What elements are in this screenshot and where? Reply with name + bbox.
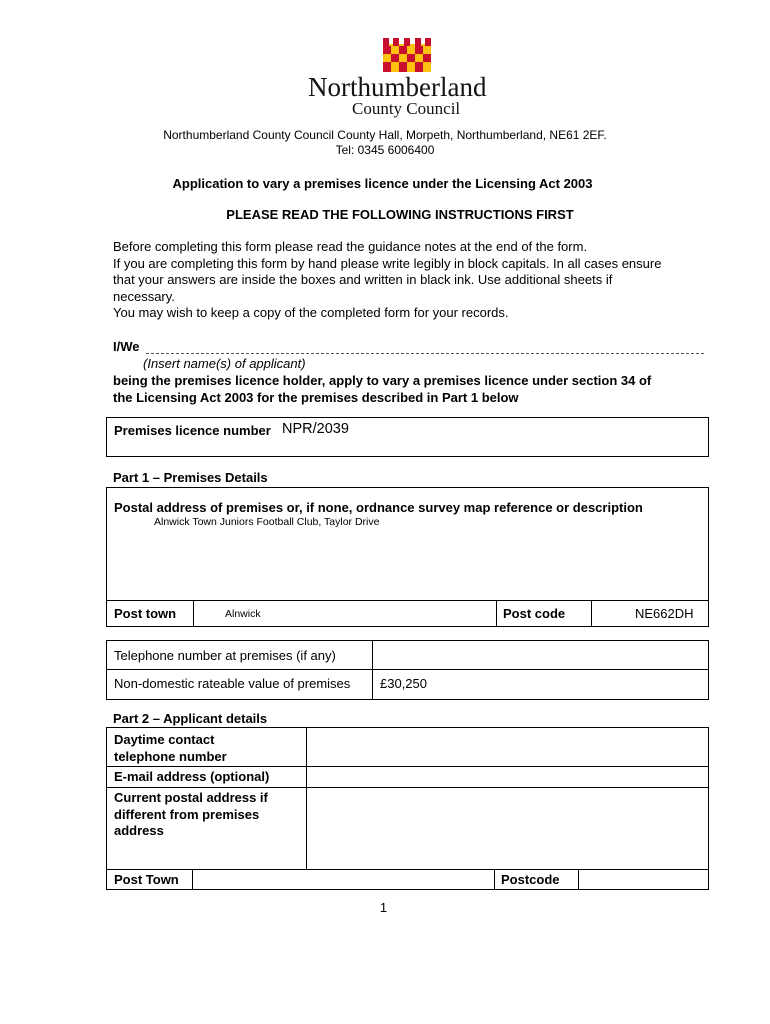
divider <box>193 600 194 626</box>
form-title: Application to vary a premises licence under the Licensing Act 2003 <box>172 176 593 191</box>
premises-address-value[interactable]: Alnwick Town Juniors Football Club, Taylor Drive <box>154 516 380 528</box>
post-town-label: Post Town <box>114 872 179 887</box>
post-code-value[interactable]: NE662DH <box>635 606 694 621</box>
post-town-field[interactable] <box>193 870 493 889</box>
instruction-line: necessary. <box>113 288 175 304</box>
council-name: Northumberland <box>308 72 487 102</box>
part2-heading: Part 2 – Applicant details <box>113 711 268 726</box>
licence-number-label: Premises licence number <box>114 423 271 438</box>
divider <box>496 600 497 626</box>
rateable-value-label: Non-domestic rateable value of premises <box>114 676 351 691</box>
council-subname: County Council <box>352 99 461 118</box>
rateable-value[interactable]: £30,250 <box>380 676 427 691</box>
applicant-name-field[interactable] <box>146 339 704 354</box>
premises-telephone-label: Telephone number at premises (if any) <box>114 648 336 663</box>
current-address-label: Current postal address if different from premises address <box>114 790 268 838</box>
instruction-line: Before completing this form please read the guidance notes at the end of the form. <box>113 239 588 254</box>
part1-heading: Part 1 – Premises Details <box>113 470 268 485</box>
council-telephone: Tel: 0345 6006400 <box>335 143 435 157</box>
castle-crest-icon <box>383 38 431 72</box>
post-code-label: Post code <box>503 606 566 621</box>
premises-extra-box <box>106 640 709 700</box>
postcode-field[interactable] <box>579 870 708 889</box>
divider <box>591 600 592 626</box>
instruction-line: If you are completing this form by hand please write legibly in block capitals. In all cases ensure <box>113 255 662 271</box>
instruction-line: that your answers are inside the boxes and written in black ink. Use additional sheets if <box>113 272 613 287</box>
postcode-label: Postcode <box>501 872 560 887</box>
daytime-phone-field[interactable] <box>307 728 708 766</box>
divider <box>107 669 708 670</box>
council-logo <box>383 38 431 72</box>
divider <box>494 869 495 889</box>
divider <box>372 641 373 699</box>
daytime-phone-label: Daytime contact telephone number <box>114 732 227 764</box>
post-town-label: Post town <box>114 606 177 621</box>
divider <box>107 600 708 601</box>
email-field[interactable] <box>307 767 708 787</box>
email-label: E-mail address (optional) <box>114 769 270 784</box>
instructions-block <box>113 239 661 322</box>
page-number: 1 <box>379 900 388 915</box>
post-town-value[interactable]: Alnwick <box>225 608 261 620</box>
current-address-field[interactable] <box>307 788 708 869</box>
applicant-statement: being the premises licence holder, apply to vary a premises licence under section 34 of the Licensing Act 2003 for the premises described in Part 1 below <box>113 373 652 405</box>
premises-address-box <box>106 487 709 627</box>
instructions-heading: PLEASE READ THE FOLLOWING INSTRUCTIONS FIRST <box>226 207 574 222</box>
applicant-label: I/We <box>113 339 140 354</box>
council-address: Northumberland County Council County Hall, Morpeth, Northumberland, NE61 2EF. <box>163 128 607 142</box>
licence-number-box[interactable] <box>106 417 709 457</box>
premises-address-label: Postal address of premises or, if none, ordnance survey map reference or description <box>114 500 643 515</box>
licence-number-value: NPR/2039 <box>282 421 349 437</box>
applicant-details-box <box>106 727 709 890</box>
applicant-hint: (Insert name(s) of applicant) <box>143 356 306 371</box>
instruction-line: You may wish to keep a copy of the completed form for your records. <box>113 305 509 320</box>
